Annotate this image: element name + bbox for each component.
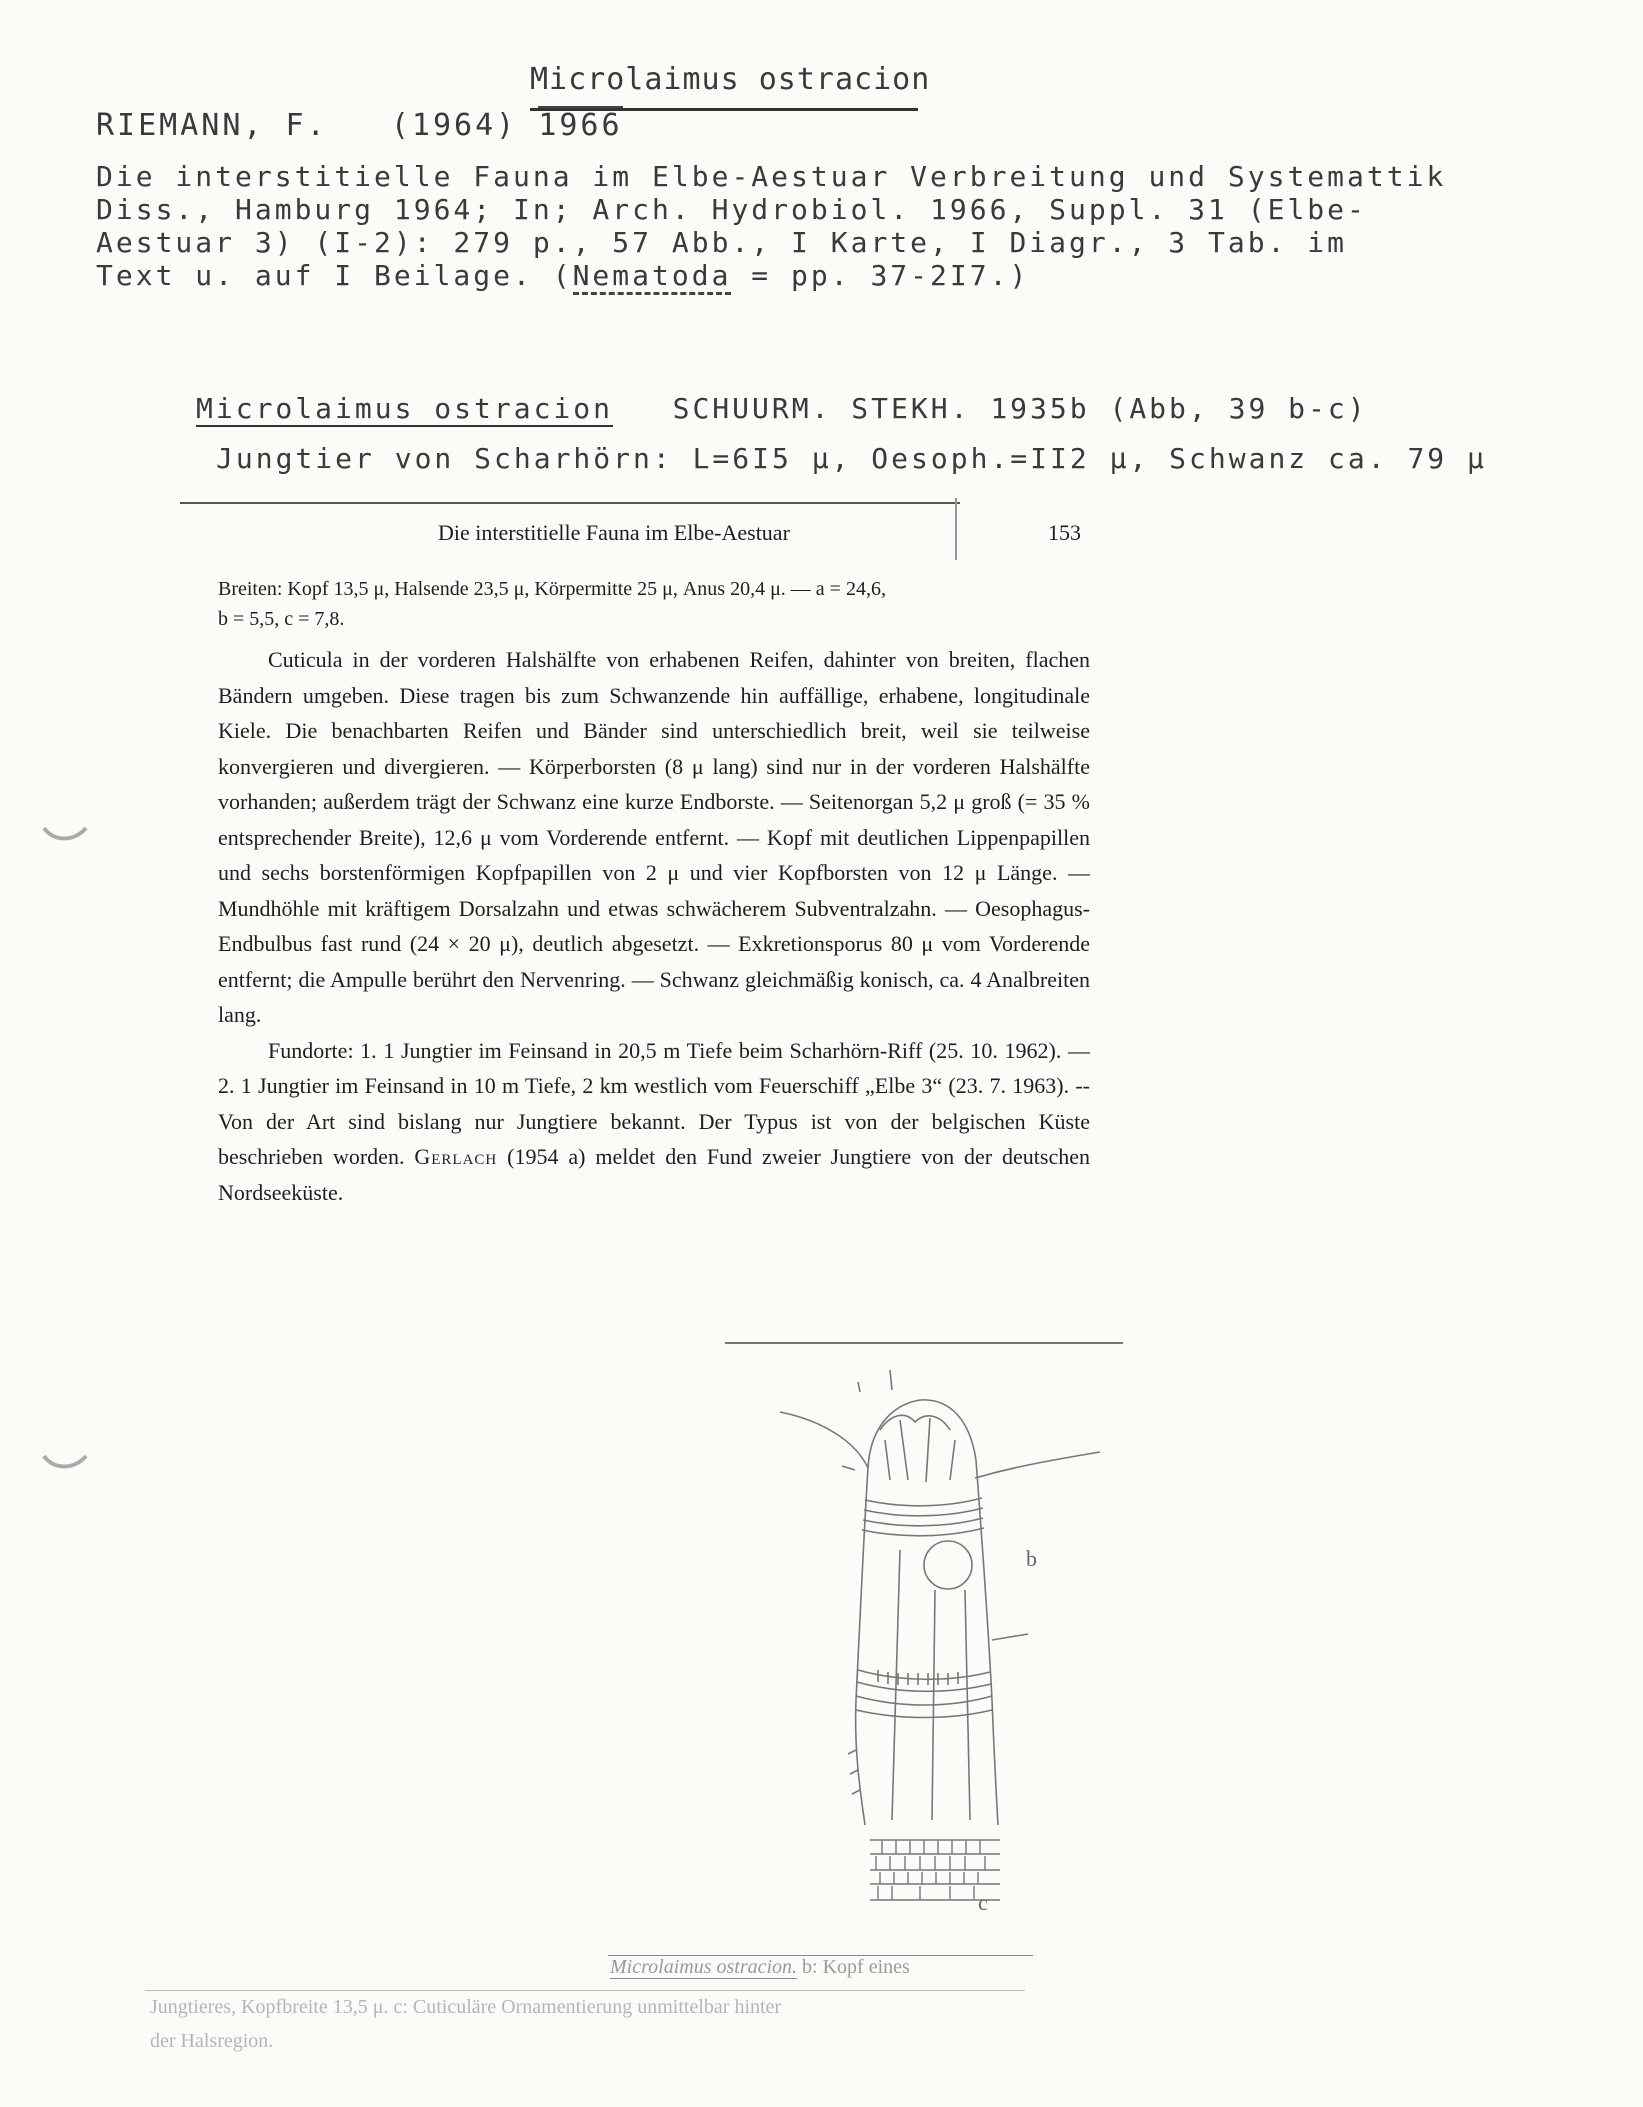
figure-caption-line-2	[150, 1990, 781, 2058]
article-body	[218, 574, 1090, 1210]
figure-label-b: b	[1026, 1546, 1037, 1571]
figure-label-c: c	[978, 1890, 988, 1915]
locality-text-b: (1954 a) meldet den Fund zweier Jungtiere von der deutschen Nordseeküste.	[218, 1144, 1090, 1205]
page-number: 153	[1048, 520, 1081, 545]
species-citation: SCHUURM. STEKH. 1935b (Abb, 39 b-c)	[672, 392, 1368, 425]
head-outline	[868, 1400, 976, 1468]
clipping-edge	[180, 502, 960, 504]
author-name: RIEMANN, F.	[96, 108, 328, 143]
pub-year: (1964)	[390, 108, 518, 143]
running-head: Die interstitielle Fauna im Elbe-Aestuar	[438, 520, 790, 545]
species-name: Microlaimus ostracion	[196, 392, 614, 425]
ref-line-4-a: Text u. auf I Beilage. (	[96, 259, 573, 292]
body-outline-left	[856, 1468, 868, 1825]
amphid	[924, 1541, 972, 1589]
card-title: Microlaimus ostracion	[530, 62, 931, 97]
punch-hole-mark-top	[40, 820, 90, 850]
clipping-edge-vertical	[955, 498, 957, 560]
breiten-line-2: b = 5,5, c = 7,8.	[218, 608, 345, 630]
pub-year-corrected: 1966	[538, 108, 623, 143]
ref-line-3: Aestuar 3) (I-2): 279 p., 57 Abb., I Karte, I Diagr., 3 Tab. im	[96, 226, 1348, 259]
body-outline-right	[976, 1460, 998, 1825]
reference-block	[96, 160, 1446, 292]
species-line	[196, 392, 1368, 425]
figure-clip-edge	[725, 1342, 1123, 1344]
ref-line-4	[96, 259, 1446, 292]
head-seta-right	[975, 1452, 1100, 1478]
ref-line-4-c: = pp. 37-2I7.)	[731, 259, 1030, 292]
ref-line-1: Die interstitielle Fauna im Elbe-Aestuar Verbreitung und Systemattik	[96, 160, 1447, 193]
caption-line-3: der Halsregion.	[150, 2030, 274, 2052]
ref-nematoda: Nematoda	[573, 259, 732, 295]
author-line	[96, 108, 623, 143]
punch-hole-mark-bottom	[40, 1448, 90, 1478]
species-measurements: Jungtier von Scharhörn: L=6I5 μ, Oesoph.=II2 μ, Schwanz ca. 79 μ	[216, 442, 1487, 475]
cited-author: Gerlach	[414, 1144, 498, 1169]
figure-caption-line-1	[610, 1950, 910, 1984]
description-paragraph: Cuticula in der vorderen Halshälfte von erhabenen Reifen, dahinter von breiten, flachen Bändern umgeben. Diese tragen bis zum Schwanzende hin auffällige, erhabene, longitudinale Kiele. Die benachbarten Reifen und Bänder sind unterschiedlich breit, weil sie teilweise konvergieren und divergieren. — Körperborsten (8 μ lang) sind nur in der vorderen Halshälfte vorhanden; außerdem trägt der Schwanz eine kurze Endborste. — Seitenorgan 5,2 μ groß (= 35 % entsprechender Breite), 12,6 μ vom Vorderende entfernt. — Kopf mit deutlichen Lippenpapillen und sechs borstenförmigen Kopfpapillen von 2 μ und vier Kopfborsten von 12 μ Länge. — Mundhöhle mit kräftigem Dorsalzahn und etwas schwächerem Subventralzahn. — Oesophagus-Endbulbus fast rund (24 × 20 μ), deutlich abgesetzt. — Exkretionsporus 80 μ vom Vorderende entfernt; die Ampulle berührt den Nervenring. — Schwanz gleichmäßig konisch, ca. 4 Analbreiten lang.	[218, 647, 1090, 1027]
locality-paragraph	[218, 1033, 1090, 1211]
caption-line-2: Jungtieres, Kopfbreite 13,5 μ. c: Cuticuläre Ornamentierung unmittelbar hinter	[150, 1996, 782, 2018]
breiten-line-1: Breiten: Kopf 13,5 μ, Halsende 23,5 μ, Körpermitte 25 μ, Anus 20,4 μ. — a = 24,6,	[218, 578, 886, 600]
breiten-text	[218, 574, 1090, 634]
ref-line-2: Diss., Hamburg 1964; In; Arch. Hydrobiol. 1966, Suppl. 31 (Elbe-	[96, 193, 1367, 226]
caption-rest: b: Kopf eines	[797, 1956, 910, 1978]
caption-species: Microlaimus ostracion.	[610, 1956, 798, 1978]
nematode-head-illustration	[760, 1370, 1120, 1920]
locality-text-a: Fundorte: 1. 1 Jungtier im Feinsand in 20,5 m Tiefe beim Scharhörn-Riff (25. 10. 1962). — 2. 1 Jungtier im Feinsand in 10 m Tiefe, 2 km westlich vom Feuerschiff „Elbe 3“ (23. 7. 1963). -- Von der Art sind bislang nur Jungtiere bekannt. Der Typus ist von der belgischen Küste beschrieben worden.	[218, 1037, 1090, 1169]
head-seta-left	[780, 1412, 868, 1468]
